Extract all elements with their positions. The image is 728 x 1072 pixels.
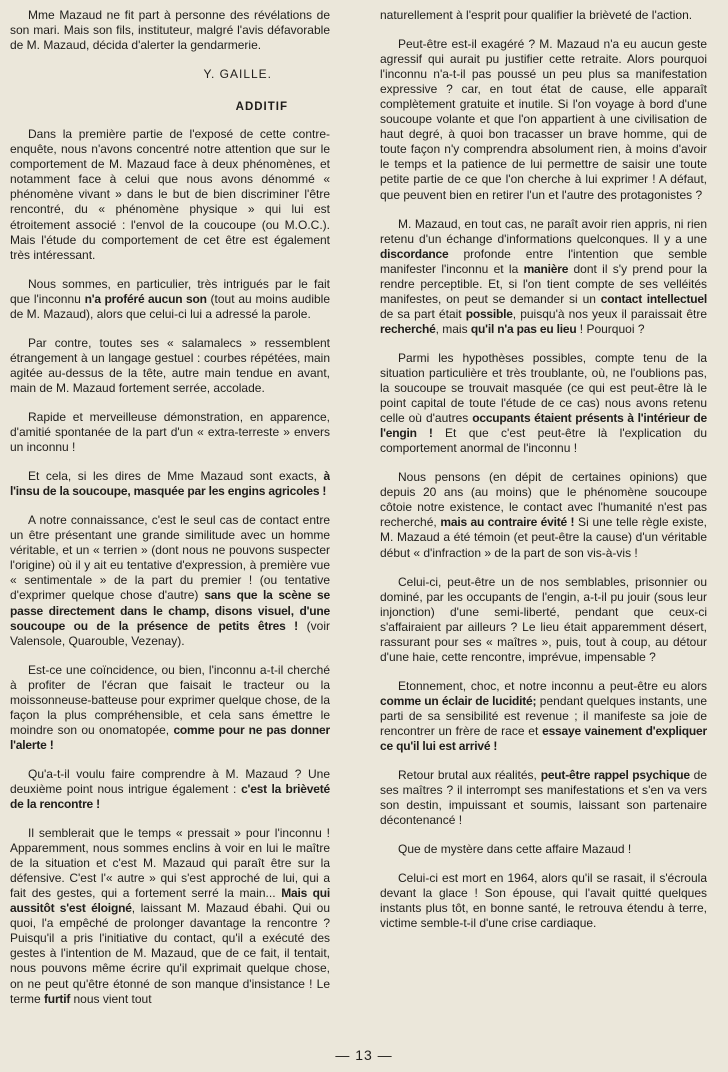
emphasis: sans que la scène se passe directement dans le champ, disons visuel, d'une soucoupe ou de la présence de petits êtres !	[10, 588, 330, 633]
emphasis: c'est la brièveté de la rencontre !	[10, 781, 330, 812]
emphasis: qu'il n'a pas eu lieu	[470, 321, 577, 336]
emphasis: occupants étaient présents à l'intérieur de l'engin !	[380, 411, 707, 441]
paragraph: Celui-ci est mort en 1964, alors qu'il se rasait, il s'écroula devant la glace ! Son épouse, qui l'avait quitté quelques instants plus tôt, en bonne santé, le retrouva étendu à terre, victime semble-t-il d'une crise cardiaque.	[380, 871, 707, 931]
paragraph: M. Mazaud, en tout cas, ne paraît avoir rien appris, ni rien retenu d'un échange d'informations quelconques. Il y a une discordance profonde entre l'intention que semble manifester l'inconnu et la manière dont il s'y prend pour la rendre perceptible. Et, si l'on tient compte de ses velléités manifestes, on peut se demander si un contact intellectuel de sa part était possible, puisqu'à nos yeux il paraissait être recherché, mais qu'il n'a pas eu lieu ! Pourquoi ?	[380, 216, 707, 336]
section-heading: ADDITIF	[235, 101, 288, 114]
right-column	[380, 8, 707, 1044]
paragraph: Rapide et merveilleuse démonstration, en apparence, d'amitié spontanée de la part d'un « extra-terreste » envers un inconnu !	[10, 409, 330, 455]
paragraph: Est-ce une coïncidence, ou bien, l'inconnu a-t-il cherché à profiter de l'écran que faisait le tracteur ou la moissonneuse-batteuse pour exprimer quelque chose, de la façon la plus compréhensible, et cela sans émettre le moindre son ou onomatopée, comme pour ne pas donner l'alerte !	[10, 662, 330, 752]
emphasis: à l'insu de la soucoupe, masquée par les engins agricoles !	[10, 469, 330, 499]
emphasis: comme un éclair de lucidité;	[380, 693, 537, 708]
paragraph: Par contre, toutes ses « salamalecs » ressemblent étrangement à un langage gestuel : courbes répétées, main agitée au-dessus de la tête, autre main tendue en avant, main de M. Mazaud fortement serrée, accolade.	[10, 335, 330, 395]
page-number: — 13 —	[335, 1047, 393, 1063]
emphasis: possible	[465, 306, 513, 321]
emphasis: mais au contraire évité !	[440, 515, 575, 530]
paragraph: Que de mystère dans cette affaire Mazaud !	[398, 842, 632, 857]
paragraph: Peut-être est-il exagéré ? M. Mazaud n'a eu aucun geste agressif qui aurait pu justifier cette retraite. Alors pourquoi l'inconnu n'a-t-il pas poussé un peu plus sa manifestation expressive ? car, en tout état de cause, elle apparaît complètement gratuite et inutile. Si l'on voyage à bord d'une soucoupe volante et que l'on appartient à une civilisation de haut degré, à quoi bon tracasser un brave homme, qui de toute façon n'y comprendra absolument rien, à moins d'avoir le temps et la patience de lui permettre de saisir une toute petite partie de ce que l'on cherche à lui exprimer ! A défaut, que peuvent bien en retirer l'un et l'autre des protagonistes ?	[380, 37, 707, 202]
paragraph: Parmi les hypothèses possibles, compte tenu de la situation particulière et très troublante, où, ne l'oublions pas, la soucoupe se trouvait masquée (ce qui est peut-être là le point capital de toute l'étude de ce cas) nous avons retenu celle où d'autres occupants étaient présents à l'intérieur de l'engin ! Et que c'est peut-être là l'explication du comportement anormal de l'inconnu !	[380, 350, 707, 456]
paragraph: Nous sommes, en particulier, très intrigués par le fait que l'inconnu n'a proféré aucun son (tout au moins audible de M. Mazaud), alors que celui-ci lui a adressé la parole.	[10, 276, 330, 321]
intro-paragraph: Mme Mazaud ne fit part à personne des révélations de son mari. Mais son fils, instituteur, malgré l'avis défavorable de M. Mazaud, décida d'alerter la gendarmerie.	[10, 8, 330, 53]
paragraph: Il semblerait que le temps « pressait » pour l'inconnu ! Apparemment, nous sommes enclins à voir en lui le maître de la situation et c'est M. Mazaud qui paraît être sur la défensive. C'est l'« autre » qui s'est approché de lui, qui a fait des gestes, qui a fortement serré la main... Mais qui aussitôt s'est éloigné, laissant M. Mazaud ébahi. Qui ou quoi, l'a empêché de prolonger davantage la rencontre ? Puisqu'il a pris l'initiative du contact, qu'il a exécuté des gestes à l'intention de M. Mazaud, que de ce fait, il tentait, nous pouvons même écrire qu'il exprimait quelque chose, on ne peut qu'être étonné de son manque d'insistance ! Le terme furtif nous vient tout	[10, 826, 330, 1006]
emphasis: comme pour ne pas donner l'alerte !	[10, 722, 330, 752]
paragraph: Etonnement, choc, et notre inconnu a peut-être eu alors comme un éclair de lucidité; pendant quelques instants, une parti de sa sensibilité est revenue ; il manifeste sa joie de rencontrer un frère de race et essaye vainement d'expliquer ce qu'il lui est arrivé !	[380, 678, 707, 754]
emphasis: manière	[523, 261, 569, 276]
paragraph: Nous pensons (en dépit de certaines opinions) que depuis 20 ans (au moins) que le phénomène soucoupe côtoie notre existence, le contact avec l'humanité n'est pas recherché, mais au contraire évité ! Si une telle règle existe, M. Mazaud a été témoin (et peut-être la cause) d'un véritable début « d'infraction » de la part de son vis-à-vis !	[380, 470, 707, 560]
paragraph: A notre connaissance, c'est le seul cas de contact entre un être présentant une grande similitude avec un homme véritable, et un « terrien » (dont nous ne pouvons suspecter l'origine) où il y ait eu tentative d'expression, à première vue « sentimentale » de la part du premier ! (ou tentative d'exprimer quelque chose d'autre) sans que la scène se passe directement dans le champ, disons visuel, d'une soucoupe ou de la présence de petits êtres ! (voir Valensole, Quarouble, Vezenay).	[10, 513, 330, 648]
paragraph: Qu'a-t-il voulu faire comprendre à M. Mazaud ? Une deuxième point nous intrigue également : c'est la brièveté de la rencontre !	[10, 766, 330, 812]
emphasis: furtif	[44, 991, 71, 1006]
emphasis: Mais qui aussitôt s'est éloigné	[10, 886, 330, 916]
emphasis: peut-être rappel psychique	[540, 768, 690, 783]
paragraph: Celui-ci, peut-être un de nos semblables, prisonnier ou dominé, par les occupants de l'engin, a-t-il pu jouir (sous leur injonction) d'une semi-liberté, pendant que ceux-ci s'affairaient par ailleurs ? Le lieu était apparemment désert, rassurant pour ses « maîtres », puis, tout à coup, au détour d'une haie, cette rencontre, imprévue, impensable ?	[380, 574, 707, 664]
emphasis: discordance	[380, 246, 449, 261]
paragraph: Retour brutal aux réalités, peut-être rappel psychique de ses maîtres ? il interrompt ses manifestations et s'en va vers son destin, impuissant et soumis, laissant son partenaire décontenancé !	[380, 768, 707, 828]
emphasis: recherché	[380, 321, 436, 336]
left-column	[10, 8, 330, 1044]
emphasis: n'a proféré aucun son	[84, 291, 207, 306]
paragraph: Et cela, si les dires de Mme Mazaud sont exacts, à l'insu de la soucoupe, masquée par les engins agricoles !	[10, 469, 330, 499]
paragraph: Dans la première partie de l'exposé de cette contre-enquête, nous n'avons concentré notre attention que sur le comportement de M. Mazaud face à deux phénomènes, et notamment face à celui que nous avons dénommé « phénomène vivant » dans le but de bien discriminer l'être rencontré, du « phénomène physique » qui lui est étroitement associé : l'envol de la coucoupe (ou M.O.C.). Mais l'étude du comportement de cet être est également très intéressant.	[10, 127, 330, 262]
paragraph: naturellement à l'esprit pour qualifier la brièveté de l'action.	[380, 8, 693, 22]
author-signature: Y. GAILLE.	[203, 67, 272, 82]
emphasis: essaye vainement d'expliquer ce qu'il lui est arrivé !	[380, 723, 707, 754]
emphasis: contact intellectuel	[600, 291, 707, 306]
